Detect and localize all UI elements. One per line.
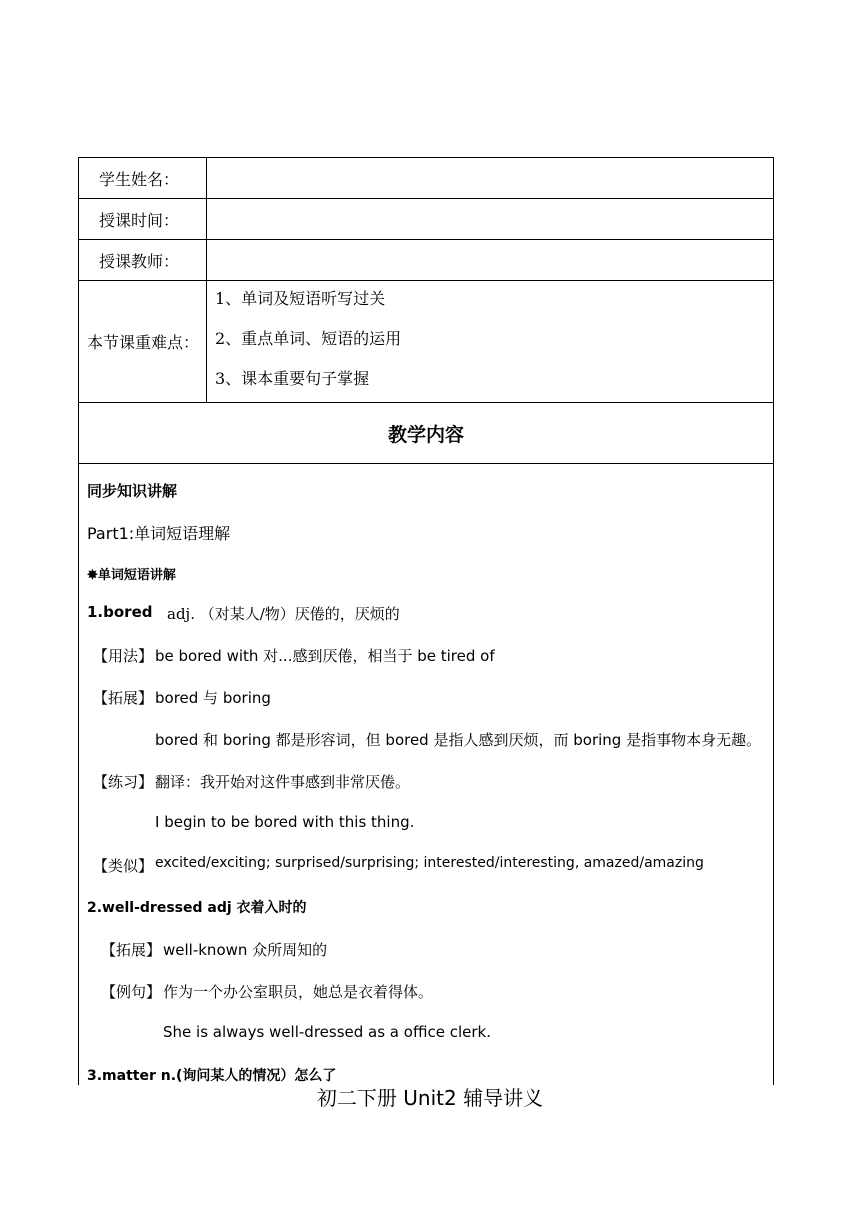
teacher-label: 授课教师：: [79, 240, 207, 280]
practice-tag: 【练习】: [93, 773, 154, 791]
subheading: ✸单词短语讲解: [87, 568, 176, 583]
content-area: [79, 464, 773, 1098]
expand-text: bored 与 boring: [155, 689, 271, 707]
key-point-item: 3、课本重要句子掌握: [215, 369, 370, 388]
content-heading: 同步知识讲解: [87, 482, 178, 500]
teacher-value: [207, 240, 773, 280]
key-point-item: 2、重点单词、短语的运用: [215, 329, 402, 348]
time-value: [207, 199, 773, 239]
lesson-sheet: [78, 157, 774, 1099]
item2-example-tag: 【例句】: [101, 983, 162, 1001]
time-label: 授课时间：: [79, 199, 207, 239]
item2-example-en: She is always well-dressed as a office clerk.: [163, 1023, 491, 1041]
student-name-value: [207, 158, 773, 198]
teacher-row: [79, 240, 773, 281]
usage-text: be bored with 对...感到厌倦，相当于 be tired of: [155, 647, 495, 665]
item2-example-text: 作为一个办公室职员，她总是衣着得体。: [163, 983, 434, 1001]
item2-title: 2.well-dressed adj 衣着入时的: [87, 900, 307, 916]
student-name-row: [79, 158, 773, 199]
key-points-row: [79, 281, 773, 403]
section-title: 教学内容: [387, 423, 464, 446]
item2-expand-tag: 【拓展】: [101, 941, 162, 959]
item1-definition: adj. （对某人/物）厌倦的，厌烦的: [167, 605, 400, 623]
student-name-label: 学生姓名：: [79, 158, 207, 198]
practice-text: 翻译：我开始对这件事感到非常厌倦。: [155, 773, 411, 791]
item3-title: 3.matter n.(询问某人的情况）怎么了: [87, 1068, 337, 1084]
page-footer: [0, 1085, 860, 1111]
practice-answer: I begin to be bored with this thing.: [155, 813, 415, 831]
time-row: [79, 199, 773, 240]
usage-tag: 【用法】: [93, 647, 154, 665]
expand-tag: 【拓展】: [93, 689, 154, 707]
expand-detail: bored 和 boring 都是形容词，但 bored 是指人感到厌烦，而 boring 是指事物本身无趣。: [155, 731, 762, 749]
part1-heading: Part1:单词短语理解: [87, 524, 231, 543]
similar-text: excited/exciting; surprised/surprising; interested/interesting, amazed/amazing: [155, 855, 704, 871]
item2-expand-text: well-known 众所周知的: [163, 941, 328, 959]
key-point-item: 1、单词及短语听写过关: [215, 289, 386, 308]
footer-text: 初二下册 Unit2 辅导讲义: [313, 1086, 547, 1110]
key-points-label: 本节课重难点：: [79, 281, 207, 402]
similar-tag: 【类似】: [93, 857, 154, 875]
key-points-list: [207, 281, 773, 402]
item1-title: 1.bored: [87, 603, 153, 621]
section-title-row: [79, 403, 773, 464]
